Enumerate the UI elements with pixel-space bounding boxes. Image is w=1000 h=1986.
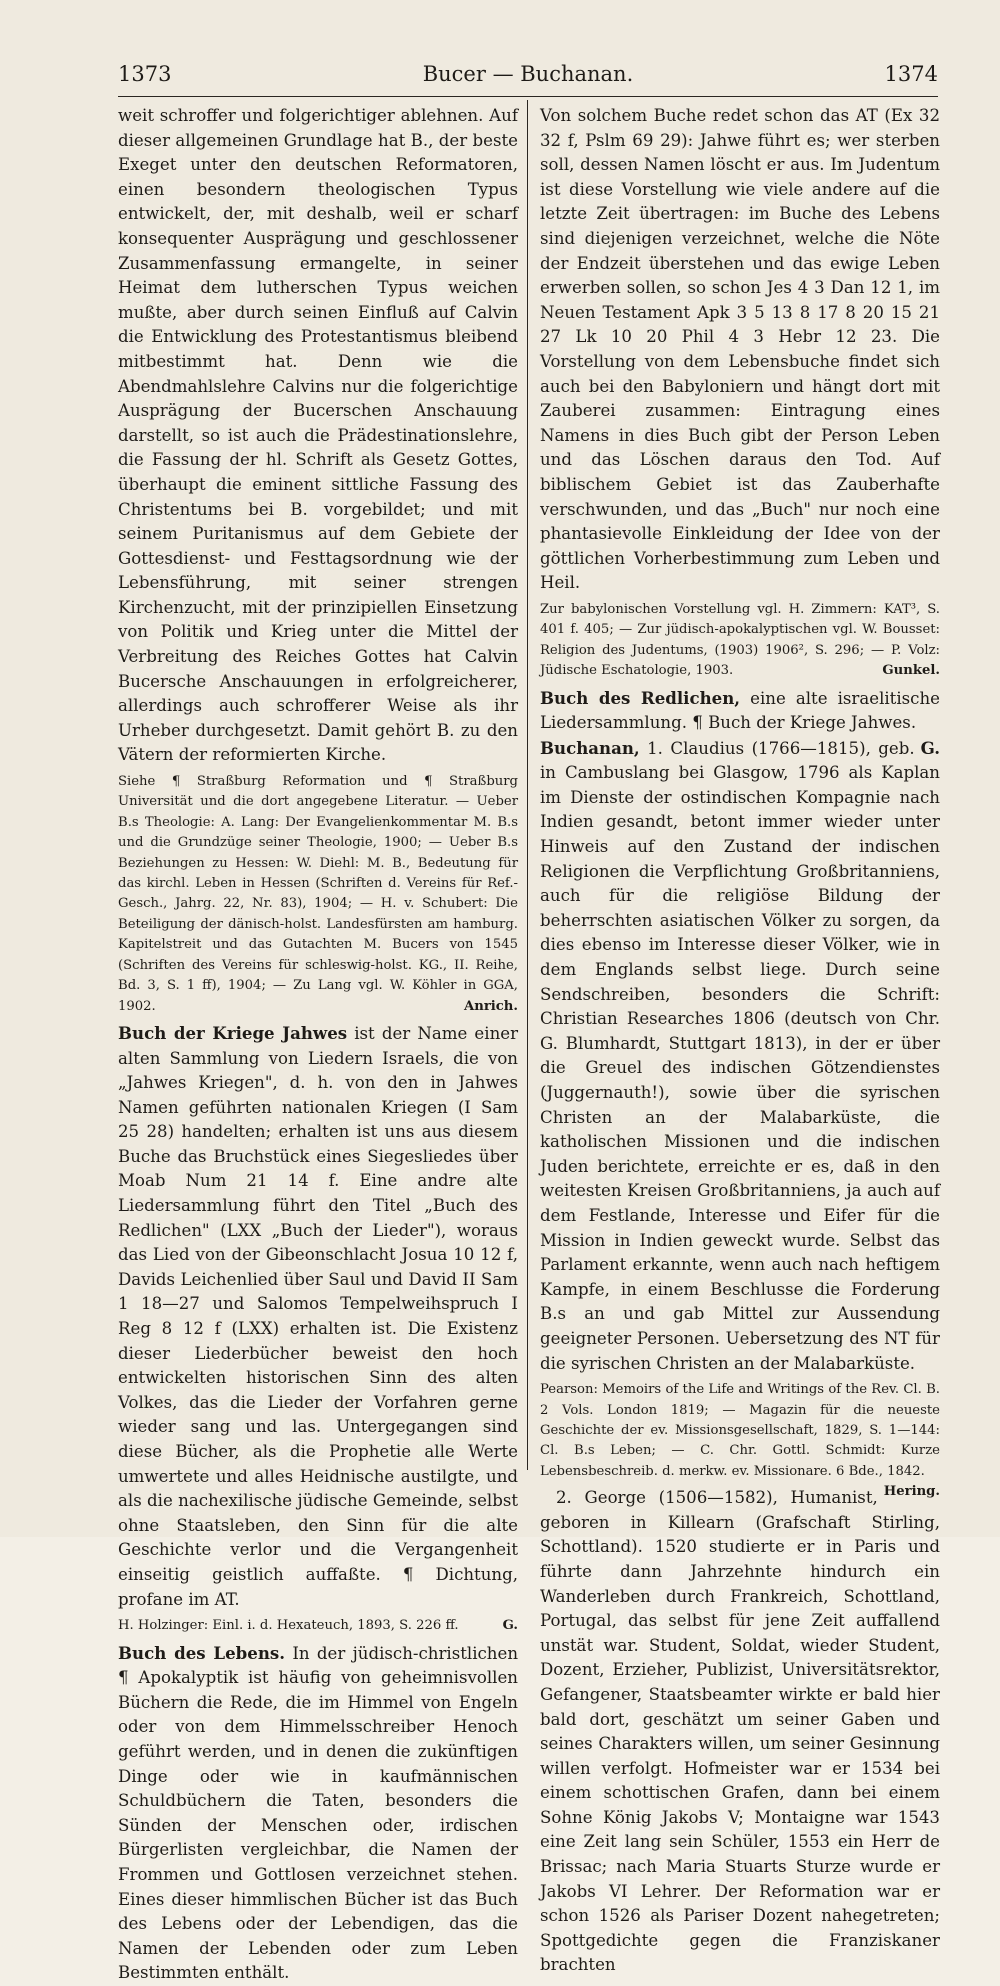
entry-lemma: Buch der Kriege Jahwes xyxy=(118,1022,348,1043)
left-column xyxy=(118,104,519,1983)
entry-buchanan-george: 2. George (1506—1582), Humanist, geboren in Killearn (Grafschaft Stirling, Schottland). 1520 studierte er in Paris und führte dann Jahrzehnte hindurch ein Wanderleben durch Frankreich, Schottland, Portugal, das selbst für jene Zeit auffallend unstät war. Student, Soldat, wieder Student, Dozent, Erzieher, Publizist, Universitätsrektor, Gefangener, Staatsbeamter wirkte er bald hier bald dort, geschätzt um seiner Gaben und seines Charakters willen, um seiner Gesinnung willen verfolgt. Hofmeister war er 1534 bei einem schottischen Grafen, dann bei einem Sohne König Jakobs V; Montaigne war 1543 eine Zeit lang sein Schüler, 1553 ein Herr de Brissac; nach Maria Stuarts Sturze wurde er Jakobs VI Lehrer. Der Reformation war er schon 1526 als Pariser Dozent nahegetreten; Spottgedichte gegen die Franziskaner brachten xyxy=(540,1488,940,1975)
literature-buch-des-lebens xyxy=(540,600,940,682)
entry-text: ist der Name einer alten Sammlung von Liedern Israels, die von „Jahwes Kriegen", d. h. von den in Jahwes Namen geführten nationalen Kriegen (I Sam 25 28) handelten; erhalten ist uns aus diesem Buche das Bruchstück eines Siegesliedes über Moab Num 21 14 f. Eine andre alte Liedersammlung führt den Titel „Buch des Redlichen" (LXX „Buch der Lieder"), woraus das Lied von der Gibeonschlacht Josua 10 12 f, Davids Leichenlied über Saul und David II Sam 1 18—27 und Salomos Tempelweihspruch I Reg 8 12 f (LXX) erhalten ist. Die Existenz dieser Liederbücher beweist den hoch entwickelten historischen Sinn des alten Volkes, das die Lieder der Vorfahren gerne wieder sang und las. Untergegangen sind diese Bücher, als die Prophetie alle Werte umwertete und alles Heidnische austilgte, und als die nachexilische jüdische Gemeinde, selbst ohne Staatsleben, den Sinn für die alte Geschichte verlor und die Vergangenheit einseitig geistlich auffaßte. ¶ Dichtung, profane im AT. xyxy=(118,1023,519,1609)
literature-bucer xyxy=(118,772,518,1017)
entry-lemma: Buch des Lebens. xyxy=(118,1642,286,1663)
paragraph-bucer-end: weit schroffer und folgerichtiger ablehnen. Auf dieser allgemeinen Grundlage hat B., der beste Exeget unter den deutschen Reformatoren, einen besondern theologischen Typus entwickelt, der, mit deshalb, weil er scharf konsequenter Ausprägung und geschlossener Zusammenfassung ermangelte, in seiner Heimat dem lutherschen Typus weichen mußte, aber durch seinen Einfluß auf Calvin die Entwicklung des Protestantismus bleibend mitbestimmt hat. Denn wie die Abendmahlslehre Calvins nur die folgerichtige Ausprägung der Bucerschen Anschauung darstellt, so ist auch die Prädestinationslehre, die Fassung der hl. Schrift als Gesetz Gottes, überhaupt die eminent sittliche Fassung des Christentums bei B. vorgebildet; und mit seinem Puritanismus auf dem Gebiete der Gottesdienst- und Festtagsordnung wie der Lebensführung, mit seiner strengen Kirchenzucht, mit der prinzipiellen Einsetzung von Politik und Krieg unter die Mittel der Verbreitung des Reiches Gottes hat Calvin Bucersche Anschauungen in erfolgreicherer, allerdings auch schrofferer Weise als ihr Urheber durchgesetzt. Damit gehört B. zu den Vätern der reformierten Kirche. xyxy=(118,106,518,765)
right-column xyxy=(540,104,940,1975)
entry-text: 1. Claudius (1766—1815), geb. in Cambuslang bei Glasgow, 1796 als Kaplan im Dienste der ostindischen Kompagnie nach Indien gesandt, betont immer wieder unter Hinweis auf den Zustand der indischen Religionen die Verpflichtung Großbritanniens, auch für die religiöse Bildung der beherrschten asiatischen Völker zu sorgen, da dies ebenso im Interesse dieser Völker, wie in dem Englands selbst liege. Durch seine Sendschreiben, besonders die Schrift: Christian Researches 1806 (deutsch von Chr. G. Blumhardt, Stuttgart 1813), in der er über die Greuel des indischen Götzendienstes (Juggernauth!), sowie über die syrischen Christen an der Malabarküste, die katholischen Missionen und die indischen Juden berichtete, erreichte er es, daß in den weitesten Kreisen Großbritanniens, ja auch auf dem Festlande, Interesse und Eifer für die Mission in Indien geweckt wurde. Selbst das Parlament erkannte, wenn auch nach heftigem Kampfe, in einem Beschlusse die Forderung B.s an und gab Mittel zur Aussendung geeigneter Personen. Uebersetzung des NT für die syrischen Christen an der Malabarküste. xyxy=(540,738,940,1373)
header-rule xyxy=(118,96,938,97)
entry-buch-der-kriege-jahwes xyxy=(118,1021,518,1612)
entry-lemma: Buchanan, xyxy=(540,737,640,758)
entry-text: eine alte israelitische Liedersammlung. ¶ Buch der Kriege Jahwes. xyxy=(540,688,940,733)
author-signature: G. xyxy=(920,737,940,758)
author-signature: G. xyxy=(502,1618,518,1634)
column-divider xyxy=(527,100,528,1470)
paragraph-buch-des-lebens-cont: Von solchem Buche redet schon das AT (Ex 32 32 f, Pslm 69 29): Jahwe führt es; wer sterben soll, dessen Namen löscht er aus. Im Judentum ist diese Vorstellung wie viele andere auf die letzte Zeit übertragen: im Buche des Lebens sind diejenigen verzeichnet, welche die Nöte der Endzeit überstehen und das ewige Leben erwerben sollen, so schon Jes 4 3 Dan 12 1, im Neuen Testament Apk 3 5 13 8 17 8 20 15 21 27 Lk 10 20 Phil 4 3 Hebr 12 23. Die Vorstellung von dem Lebensbuche findet sich auch bei den Babyloniern und hängt dort mit Zauberei zusammen: Eintragung eines Namens in dies Buch gibt der Person Leben und das Löschen daraus den Tod. Auf biblischem Gebiet ist das Zauberhafte verschwunden, und das „Buch" nur noch eine phantasievolle Einkleidung der Idee von der göttlichen Vorherbestimmung zum Leben und Heil. xyxy=(540,106,940,593)
entry-buchanan-claudius xyxy=(540,736,940,1376)
running-header xyxy=(118,62,938,92)
literature-buchanan-claudius xyxy=(540,1380,940,1500)
literature-kriege-jahwes xyxy=(118,1616,518,1636)
entry-buch-des-lebens xyxy=(118,1641,518,1986)
page-number-right: 1374 xyxy=(884,62,938,86)
literature-text: H. Holzinger: Einl. i. d. Hexateuch, 1893, S. 226 ff. xyxy=(118,1618,459,1634)
literature-text: Zur babylonischen Vorstellung vgl. H. Zimmern: KAT³, S. 401 f. 405; — Zur jüdisch-apokalyptischen vgl. W. Bousset: Religion des Judentums, (1903) 1906², S. 296; — P. Volz: Jüdische Eschatologie, 1903. xyxy=(540,601,940,679)
literature-text: Pearson: Memoirs of the Life and Writings of the Rev. Cl. B. 2 Vols. London 1819; — Magazin für die neueste Geschichte der ev. Missionsgesellschaft, 1829, S. 1—144: Cl. B.s Leben; — C. Chr. Gottl. Schmidt: Kurze Lebensbeschreib. d. merkw. ev. Missionare. 6 Bde., 1842. xyxy=(540,1382,940,1479)
literature-text: Siehe ¶ Straßburg Reformation und ¶ Straßburg Universität und die dort angegebene Literatur. — Ueber B.s Theologie: A. Lang: Der Evangelienkommentar M. B.s und die Grundzüge seiner Theologie, 1900; — Ueber B.s Beziehungen zu Hessen: W. Diehl: M. B., Bedeutung für das kirchl. Leben in Hessen (Schriften d. Vereins für Ref.-Gesch., Jahrg. 22, Nr. 83), 1904; — H. v. Schubert: Die Beteiligung der dänisch-holst. Landesfürsten am hamburg. Kapitelstreit und das Gutachten M. Bucers von 1545 (Schriften des Vereins für schleswig-holst. KG., II. Reihe, Bd. 3, S. 1 ff), 1904; — Zu Lang vgl. W. Köhler in GGA, 1902. xyxy=(118,774,518,1014)
author-signature: Gunkel. xyxy=(882,663,940,679)
entry-text: In der jüdisch-christlichen ¶ Apokalyptik ist häufig von geheimnisvollen Büchern die Rede, die im Himmel von Engeln oder von dem Himmelsschreiber Henoch geführt werden, und in denen die zukünftigen Dinge oder wie in kaufmännischen Schuldbüchern die Taten, besonders die Sünden der Menschen oder, irdischen Bürgerlisten vergleichbar, die Namen der Frommen und Gottlosen verzeichnet stehen. Eines dieser himmlischen Bücher ist das Buch des Lebens oder der Lebendigen, das die Namen der Lebenden oder zum Leben Bestimmten enthält. xyxy=(118,1643,519,1983)
entry-lemma: Buch des Redlichen, xyxy=(540,687,741,708)
page-number-left: 1373 xyxy=(118,62,172,86)
author-signature: Hering. xyxy=(883,1484,940,1500)
author-signature: Anrich. xyxy=(464,998,518,1014)
running-title: Bucer — Buchanan. xyxy=(422,62,634,86)
